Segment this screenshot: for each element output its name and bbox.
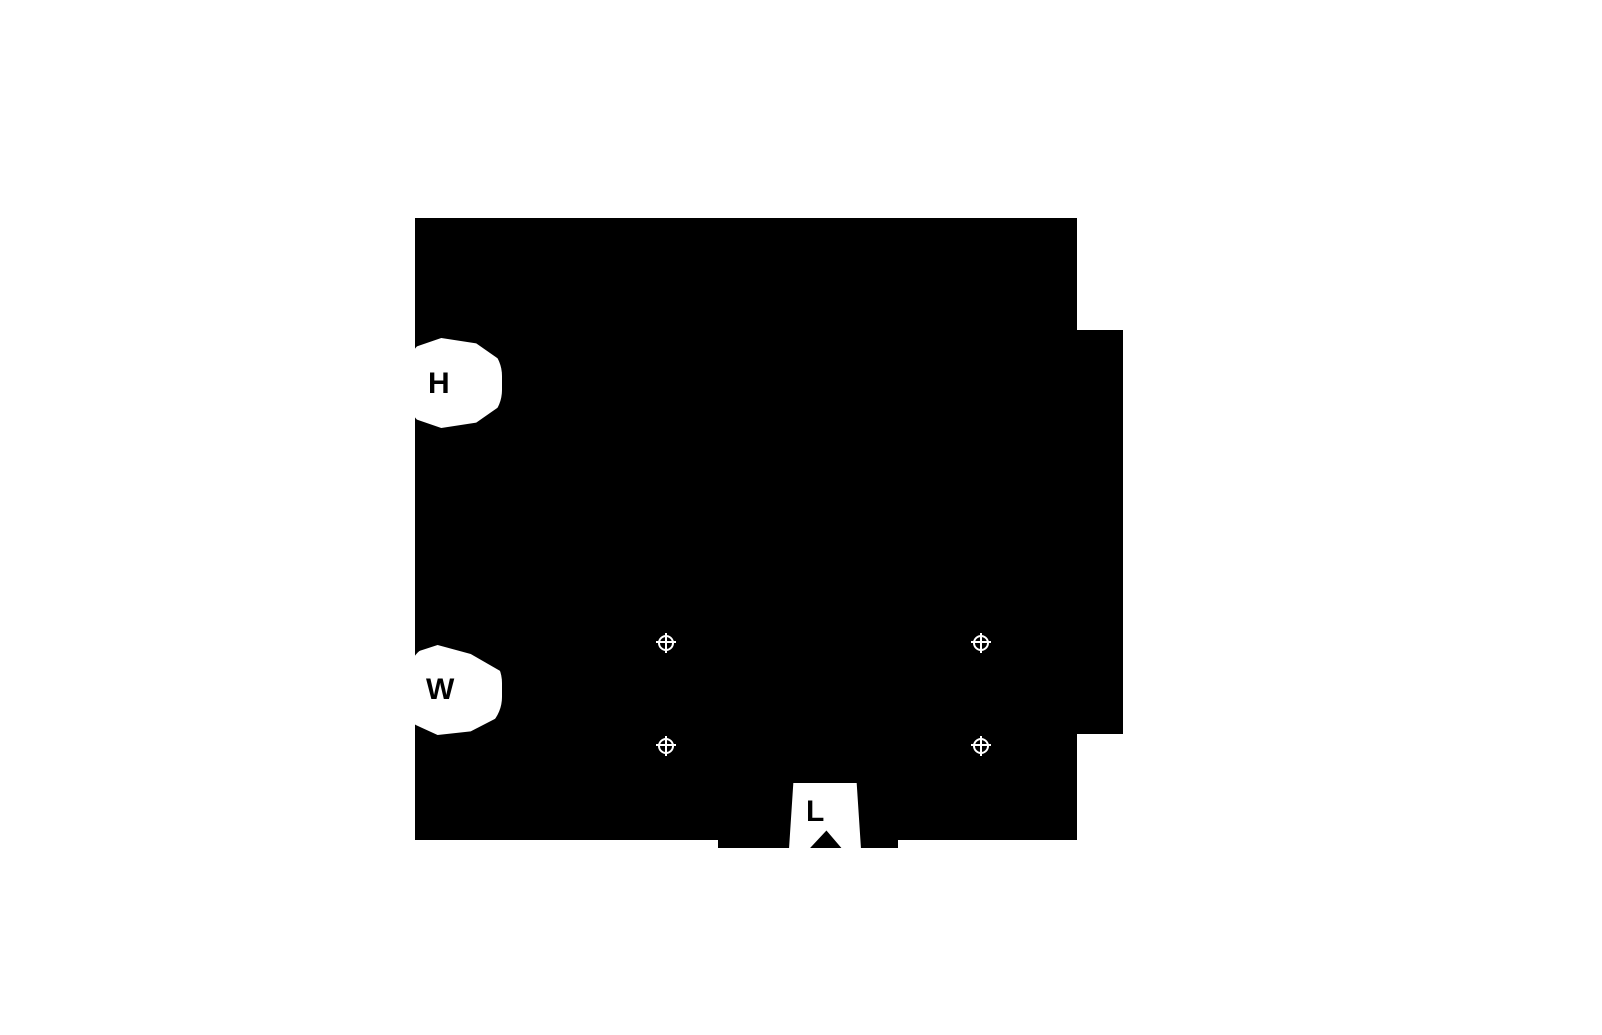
crosshair-icon-top-left [656, 633, 676, 653]
crosshair-ring [973, 635, 989, 651]
figure-right-extension [1075, 330, 1123, 734]
crosshair-icon-bottom-left [656, 736, 676, 756]
crosshair-ring [658, 738, 674, 754]
crosshair-icon-bottom-right [971, 736, 991, 756]
crosshair-ring [658, 635, 674, 651]
length-label: L [806, 795, 825, 828]
crosshair-icon-top-right [971, 633, 991, 653]
crosshair-ring [973, 738, 989, 754]
width-label: W [426, 673, 455, 706]
height-label: H [428, 367, 451, 400]
